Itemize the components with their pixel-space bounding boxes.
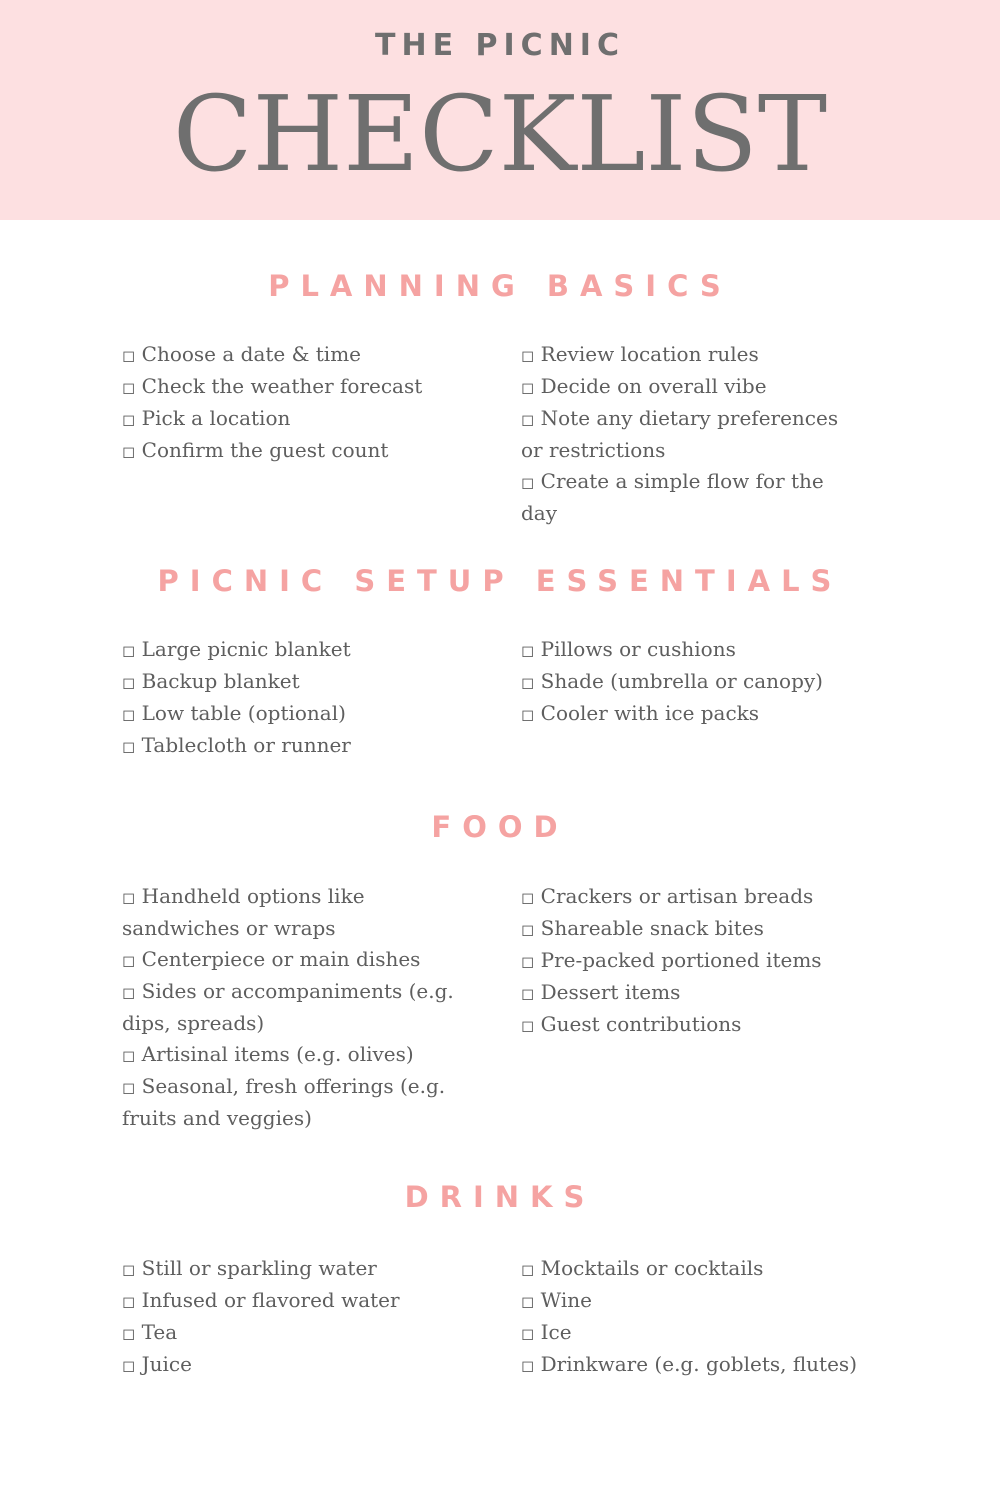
checklist-item-label: Pick a location: [141, 406, 291, 430]
checklist-item-label: Crackers or artisan breads: [540, 884, 814, 908]
checklist-item[interactable]: [122, 1071, 467, 1134]
checklist-item-label: Wine: [540, 1288, 592, 1312]
checkbox-icon[interactable]: ◻: [521, 705, 535, 724]
checkbox-icon[interactable]: ◻: [122, 1078, 136, 1097]
checklist-item-label: Check the weather forecast: [141, 374, 423, 398]
checklist-item-label: Pillows or cushions: [540, 637, 736, 661]
checkbox-icon[interactable]: ◻: [122, 410, 136, 429]
checkbox-icon[interactable]: ◻: [122, 346, 136, 365]
checklist-item[interactable]: [521, 1253, 866, 1285]
checkbox-icon[interactable]: ◻: [521, 888, 535, 907]
checklist-item-label: Dessert items: [540, 980, 681, 1004]
checkbox-icon[interactable]: ◻: [521, 1324, 535, 1343]
checklist-item-label: Seasonal, fresh offerings (e.g. fruits and veggies): [122, 1074, 446, 1130]
checklist-item[interactable]: [122, 944, 467, 976]
checklist-item[interactable]: [122, 881, 467, 944]
checkbox-icon[interactable]: ◻: [521, 410, 535, 429]
checklist-item-label: Large picnic blanket: [141, 637, 351, 661]
section-heading-food: FOOD: [431, 810, 569, 844]
checkbox-icon[interactable]: ◻: [122, 641, 136, 660]
checklist-item[interactable]: [122, 339, 467, 371]
checkbox-icon[interactable]: ◻: [122, 983, 136, 1002]
checkbox-icon[interactable]: ◻: [521, 1292, 535, 1311]
checkbox-icon[interactable]: ◻: [122, 1324, 136, 1343]
checkbox-icon[interactable]: ◻: [521, 920, 535, 939]
checklist-item[interactable]: [521, 1349, 866, 1381]
checklist-item[interactable]: [122, 403, 467, 435]
checklist-item[interactable]: [521, 466, 866, 529]
checkbox-icon[interactable]: ◻: [521, 984, 535, 1003]
checklist-item[interactable]: [122, 435, 467, 467]
checkbox-icon[interactable]: ◻: [122, 705, 136, 724]
checklist-item[interactable]: [122, 1317, 467, 1349]
planning-basics-left-column: [122, 339, 467, 467]
checklist-item[interactable]: [521, 913, 866, 945]
checklist-item-label: Shade (umbrella or canopy): [540, 669, 823, 693]
checklist-item-label: Still or sparkling water: [141, 1256, 377, 1280]
checkbox-icon[interactable]: ◻: [521, 1260, 535, 1279]
page-title: CHECKLIST: [172, 73, 828, 195]
checklist-item-label: Note any dietary preferences or restrictions: [521, 406, 839, 462]
header-banner: [0, 0, 1000, 220]
checkbox-icon[interactable]: ◻: [521, 473, 535, 492]
checklist-item[interactable]: [521, 339, 866, 371]
checkbox-icon[interactable]: ◻: [122, 673, 136, 692]
checklist-item[interactable]: [122, 1253, 467, 1285]
checklist-item[interactable]: [122, 634, 467, 666]
checklist-item-label: Review location rules: [540, 342, 759, 366]
section-heading-drinks: DRINKS: [404, 1180, 596, 1214]
checklist-item-label: Juice: [141, 1352, 192, 1376]
planning-basics-right-column: [521, 339, 866, 529]
checklist-item[interactable]: [521, 698, 866, 730]
checklist-item-label: Guest contributions: [540, 1012, 742, 1036]
checklist-item[interactable]: [521, 634, 866, 666]
checklist-item[interactable]: [521, 945, 866, 977]
checklist-item[interactable]: [521, 403, 866, 466]
checklist-item-label: Backup blanket: [141, 669, 300, 693]
checklist-item[interactable]: [521, 977, 866, 1009]
checklist-item[interactable]: [122, 730, 467, 762]
checkbox-icon[interactable]: ◻: [521, 641, 535, 660]
checklist-item-label: Drinkware (e.g. goblets, flutes): [540, 1352, 857, 1376]
checkbox-icon[interactable]: ◻: [122, 1292, 136, 1311]
checklist-item-label: Cooler with ice packs: [540, 701, 760, 725]
section-heading-planning-basics: PLANNING BASICS: [268, 269, 732, 303]
checkbox-icon[interactable]: ◻: [521, 1016, 535, 1035]
setup-essentials-right-column: [521, 634, 866, 730]
checklist-item-label: Centerpiece or main dishes: [141, 947, 421, 971]
checklist-item[interactable]: [122, 371, 467, 403]
food-left-column: [122, 881, 467, 1134]
checklist-item-label: Mocktails or cocktails: [540, 1256, 764, 1280]
checklist-item[interactable]: [521, 1285, 866, 1317]
checklist-item-label: Create a simple flow for the day: [521, 469, 824, 525]
checklist-item[interactable]: [521, 881, 866, 913]
setup-essentials-left-column: [122, 634, 467, 762]
checkbox-icon[interactable]: ◻: [521, 378, 535, 397]
checklist-item-label: Confirm the guest count: [141, 438, 389, 462]
checklist-item-label: Tablecloth or runner: [141, 733, 351, 757]
checkbox-icon[interactable]: ◻: [122, 737, 136, 756]
checkbox-icon[interactable]: ◻: [122, 378, 136, 397]
drinks-left-column: [122, 1253, 467, 1381]
checklist-item[interactable]: [521, 666, 866, 698]
page-subtitle: THE PICNIC: [375, 28, 625, 63]
section-heading-setup-essentials: PICNIC SETUP ESSENTIALS: [157, 564, 843, 598]
checklist-item-label: Infused or flavored water: [141, 1288, 400, 1312]
checkbox-icon[interactable]: ◻: [521, 346, 535, 365]
checklist-item[interactable]: [122, 1349, 467, 1381]
checklist-item[interactable]: [122, 1285, 467, 1317]
checklist-item-label: Low table (optional): [141, 701, 346, 725]
checklist-item-label: Sides or accompaniments (e.g. dips, spreads): [122, 979, 454, 1035]
checklist-item[interactable]: [122, 698, 467, 730]
checklist-item-label: Choose a date & time: [141, 342, 361, 366]
checklist-item-label: Decide on overall vibe: [540, 374, 767, 398]
checkbox-icon[interactable]: ◻: [122, 1356, 136, 1375]
checklist-item[interactable]: [122, 666, 467, 698]
checkbox-icon[interactable]: ◻: [122, 1046, 136, 1065]
checkbox-icon[interactable]: ◻: [521, 1356, 535, 1375]
checklist-item-label: Ice: [540, 1320, 572, 1344]
checkbox-icon[interactable]: ◻: [122, 951, 136, 970]
checklist-item-label: Pre-packed portioned items: [540, 948, 822, 972]
checklist-item-label: Handheld options like sandwiches or wraps: [122, 884, 365, 940]
checkbox-icon[interactable]: ◻: [521, 673, 535, 692]
checklist-item[interactable]: [122, 976, 467, 1039]
checklist-item-label: Shareable snack bites: [540, 916, 764, 940]
checklist-item[interactable]: [122, 1039, 467, 1071]
checkbox-icon[interactable]: ◻: [122, 888, 136, 907]
drinks-right-column: [521, 1253, 866, 1381]
checklist-item-label: Tea: [141, 1320, 178, 1344]
checklist-item[interactable]: [521, 1009, 866, 1041]
checklist-item[interactable]: [521, 1317, 866, 1349]
checkbox-icon[interactable]: ◻: [122, 1260, 136, 1279]
checklist-item-label: Artisinal items (e.g. olives): [141, 1042, 414, 1066]
food-right-column: [521, 881, 866, 1041]
checkbox-icon[interactable]: ◻: [122, 442, 136, 461]
checkbox-icon[interactable]: ◻: [521, 952, 535, 971]
checklist-item[interactable]: [521, 371, 866, 403]
